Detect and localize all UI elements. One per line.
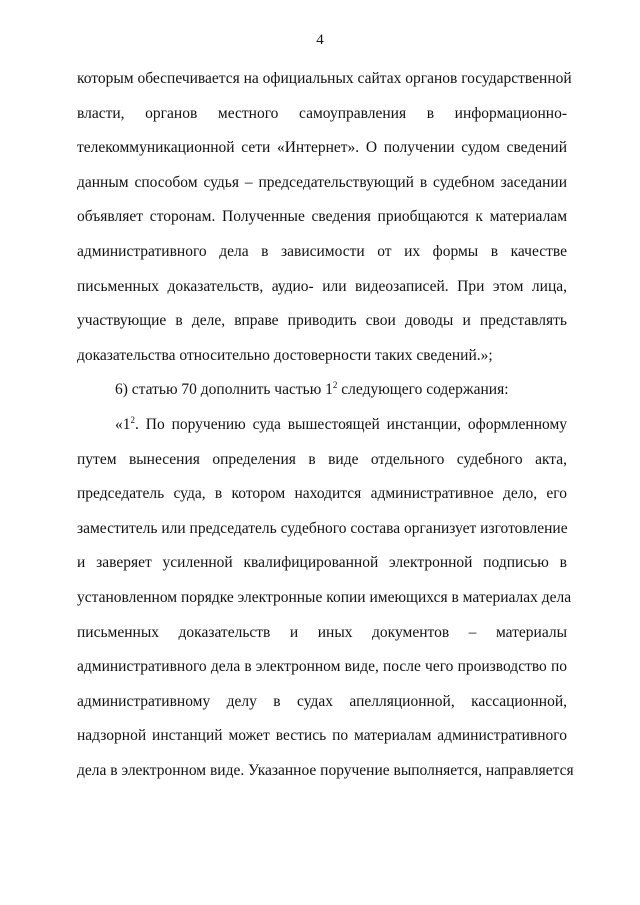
- text-line: путем вынесения определения в виде отдельного судебного акта,: [77, 450, 567, 468]
- item-6-text: 6) статью 70 дополнить частью 1: [115, 381, 333, 399]
- document-body: [77, 62, 574, 788]
- text-line: доказательства относительно достоверности таких сведений.»;: [77, 346, 493, 364]
- text-line: письменных доказательств, аудио- или видеозаписей. При этом лица,: [77, 277, 567, 295]
- page-number: 4: [316, 32, 324, 48]
- text-line: которым обеспечивается на официальных сайтах органов государственной: [77, 70, 572, 87]
- quote-start-text-tail: . По поручению суда вышестоящей инстанции, оформленному: [135, 415, 567, 433]
- text-line: письменных доказательств и иных документов – материалы: [77, 623, 567, 641]
- superscript: 2: [130, 414, 135, 425]
- text-line: надзорной инстанций может вестись по материалам административного: [77, 727, 567, 745]
- text-line: дела в электронном виде. Указанное поручение выполняется, направляется: [77, 761, 574, 779]
- text-line: установленном порядке электронные копии имеющихся в материалах дела: [77, 588, 572, 606]
- text-line: заместитель или председатель судебного состава организует изготовление: [77, 519, 568, 537]
- text-line: данным способом судья – председательствующий в судебном заседании: [77, 173, 567, 191]
- superscript: 2: [332, 380, 338, 391]
- text-line: административному делу в судах апелляционной, кассационной,: [77, 692, 567, 710]
- text-line: председатель суда, в котором находится административное дело, его: [77, 485, 567, 503]
- quote-start-line: [77, 408, 567, 443]
- item-6-text-tail: следующего содержания:: [337, 381, 509, 399]
- quote-start-text: «1: [115, 415, 131, 433]
- text-line: участвующие в деле, вправе приводить свои доводы и представлять: [77, 312, 567, 330]
- text-line: административного дела в электронном виде, после чего производство по: [77, 658, 567, 676]
- text-line: объявляет сторонам. Полученные сведения приобщаются к материалам: [77, 208, 567, 226]
- item-6-line: [77, 373, 567, 408]
- text-line: административного дела в зависимости от их формы в качестве: [77, 242, 567, 260]
- text-line: власти, органов местного самоуправления в информационно-: [77, 104, 567, 122]
- text-line: телекоммуникационной сети «Интернет». О получении судом сведений: [77, 139, 567, 157]
- text-line: и заверяет усиленной квалифицированной электронной подписью в: [77, 554, 567, 572]
